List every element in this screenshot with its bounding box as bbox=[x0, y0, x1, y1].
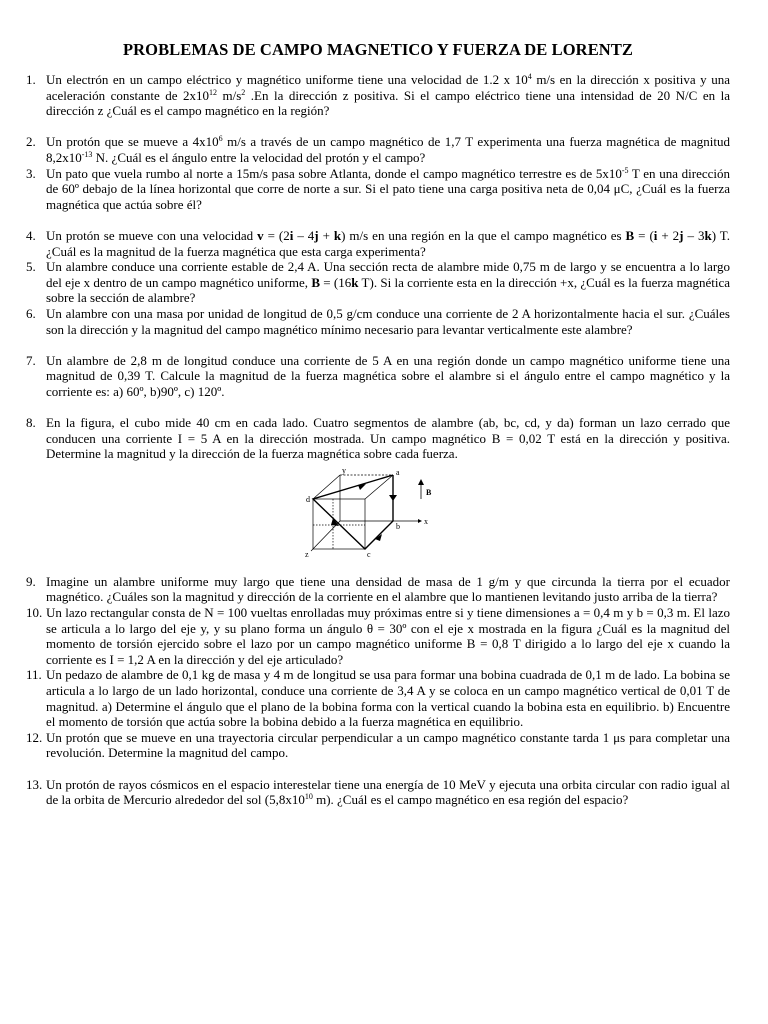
problem-text: Imagine un alambre uniforme muy largo que tiene una densidad de masa de 1 g/m y que circunda la tierra por el ecuador magnético. ¿Cuáles son la magnitud y dirección de la corriente en el alambre que lo mantienen levitando justo arriba de la tierra? bbox=[46, 573, 730, 605]
problem-number: 12. bbox=[26, 729, 43, 745]
problem-text: Un alambre de 2,8 m de longitud conduce una corriente de 5 A en una región donde un campo magnético uniforme tiene una magnitud de 0,39 T. Calcule la magnitud de la fuerza magnética sobre el alambre si el ángulo entre el campo magnético y la corriente es: a) 60º, b)90º, c) 120º. bbox=[46, 352, 730, 399]
document-page bbox=[26, 40, 730, 808]
document-title: PROBLEMAS DE CAMPO MAGNETICO Y FUERZA DE LORENTZ bbox=[122, 40, 634, 59]
problem-7 bbox=[26, 353, 730, 400]
label-a: a bbox=[396, 467, 400, 477]
problem-text: Un protón de rayos cósmicos en el espacio interestelar tiene una energía de 10 MeV y ejecuta una orbita circular con radio igual al de la orbita de Mercurio alrededor del sol ($5,8x10^{10}$ m). ¿Cuál es el campo magnético en esa región del espacio? bbox=[46, 776, 730, 808]
problem-11 bbox=[26, 667, 730, 729]
problem-4 bbox=[26, 228, 730, 259]
problem-text: Un electrón en un campo eléctrico y magnético uniforme tiene una velocidad de 1.2 x $10^4$ m/s en la dirección x positiva y una aceleración constante de $2x10^{12}$ $m/s^2$ .En la dirección z positiva. Si el campo eléctrico tiene una intensidad de 20 N/C en la dirección z ¿Cuál es el campo magnético en la región? bbox=[46, 72, 730, 119]
problem-8 bbox=[26, 415, 730, 462]
problem-9 bbox=[26, 574, 730, 605]
problem-text: Un pedazo de alambre de 0,1 kg de masa y 4 m de longitud se usa para formar una bobina cuadrada de 0,1 m de lado. La bobina se articula a lo largo de un lado horizontal, conduce una corriente de 3,4 A y se coloca en un campo magnético vertical de 0,01 T de magnitud. a) Determine el ángulo que el plano de la bobina forma con la vertical cuando la bobina esta en equilibrio. b) Encuentre el momento de torsión que actúa sobre la bobina debido a la fuerza magnética en equilibrio. bbox=[46, 667, 730, 730]
label-b: b bbox=[396, 521, 400, 531]
problem-number: 8. bbox=[26, 415, 36, 431]
label-d: d bbox=[306, 494, 310, 504]
problem-10 bbox=[26, 605, 730, 667]
field-arrow bbox=[418, 479, 424, 499]
problem-2 bbox=[26, 134, 730, 165]
label-y: y bbox=[342, 465, 346, 475]
problem-text: Un alambre conduce una corriente estable de 2,4 A. Una sección recta de alambre mide 0,75 m de largo y se encuentra a lo largo del eje x dentro de un campo magnético uniforme, B = (16k T). Si la corriente esta en la dirección +x, ¿Cuál es la fuerza magnética sobre la sección de alambre? bbox=[46, 259, 730, 306]
problem-number: 9. bbox=[26, 573, 36, 589]
problem-number: 5. bbox=[26, 259, 36, 275]
problem-5 bbox=[26, 259, 730, 306]
problem-3 bbox=[26, 166, 730, 213]
label-z: z bbox=[305, 549, 309, 559]
problem-text: Un protón se mueve con una velocidad v = (2i – 4j + k) m/s en una región en la que el campo magnético es B = (i + 2j – 3k) T. ¿Cuál es la magnitud de la fuerza magnética que esta carga experimenta? bbox=[46, 227, 730, 259]
arrow-da-icon bbox=[358, 484, 366, 490]
problem-text: En la figura, el cubo mide 40 cm en cada lado. Cuatro segmentos de alambre (ab, bc, cd, y da) forman un lazo cerrado que conducen una corriente I = 5 A en la dirección mostrada. Un campo magnético B = 0,02 T está en la dirección y positiva. Determine la magnitud y la dirección de la fuerza magnética sobre cada fuerza. bbox=[46, 415, 730, 462]
current-loop bbox=[313, 475, 393, 549]
problem-text: Un protón que se mueve a $4x10^6$ m/s a través de un campo magnético de 1,7 T experimenta una fuerza magnética de magnitud $8,2x10^{-13}$ N. ¿Cuál es el ángulo entre la velocidad del protón y el campo? bbox=[46, 134, 730, 165]
problem-number: 4. bbox=[26, 227, 36, 243]
cube-diagram bbox=[303, 465, 453, 569]
problem-12 bbox=[26, 730, 730, 761]
problem-number: 13. bbox=[26, 776, 43, 792]
label-field: B bbox=[426, 487, 432, 497]
problem-text: Un alambre con una masa por unidad de longitud de 0,5 g/cm conduce una corriente de 2 A horizontalmente hacia el sur. ¿Cuáles son la dirección y la magnitud del campo magnético mínimo necesario para levantar verticalmente este alambre? bbox=[46, 305, 730, 337]
problem-number: 7. bbox=[26, 352, 36, 368]
label-x: x bbox=[424, 516, 428, 526]
loop-arrows bbox=[331, 484, 397, 541]
problem-1 bbox=[26, 72, 730, 119]
problem-text: Un protón que se mueve en una trayectoria circular perpendicular a un campo magnético constante tarda 1 μs para completar una revolución. Determine la magnitud del campo. bbox=[46, 729, 730, 761]
arrow-ab-icon bbox=[389, 495, 397, 501]
problem-number: 6. bbox=[26, 305, 36, 321]
problem-text: Un pato que vuela rumbo al norte a 15m/s pasa sobre Atlanta, donde el campo magnético terrestre es de $5x10^{-5}$ T en una dirección de 60º debajo de la línea horizontal que corre de norte a sur. Si el pato tiene una carga positiva neta de 0,04 μC, ¿Cuál es la fuerza magnética que actúa sobre él? bbox=[46, 165, 730, 212]
problem-number: 1. bbox=[26, 72, 36, 87]
problem-number: 3. bbox=[26, 165, 36, 181]
label-c: c bbox=[367, 549, 371, 559]
cube-loop-figure bbox=[26, 465, 730, 569]
problem-text: Un lazo rectangular consta de N = 100 vueltas enrolladas muy próximas entre si y tiene dimensiones a = 0,4 m y b = 0,3 m. El lazo se articula a lo largo del eje y, y su plano forma un ángulo θ = 30º con el eje x mostrada en la figura ¿Cuál es la magnitud del momento de torsión ejercido sobre el lazo por un campo magnético uniforme B = 0,8 T dirigido a lo largo del eje x cuando la corriente es I = 1,2 A en la dirección y del eje articulado? bbox=[46, 605, 730, 667]
problem-13 bbox=[26, 777, 730, 808]
problem-number: 11. bbox=[26, 667, 42, 683]
problem-number: 10. bbox=[26, 605, 43, 621]
problem-number: 2. bbox=[26, 134, 36, 150]
problem-6 bbox=[26, 306, 730, 337]
